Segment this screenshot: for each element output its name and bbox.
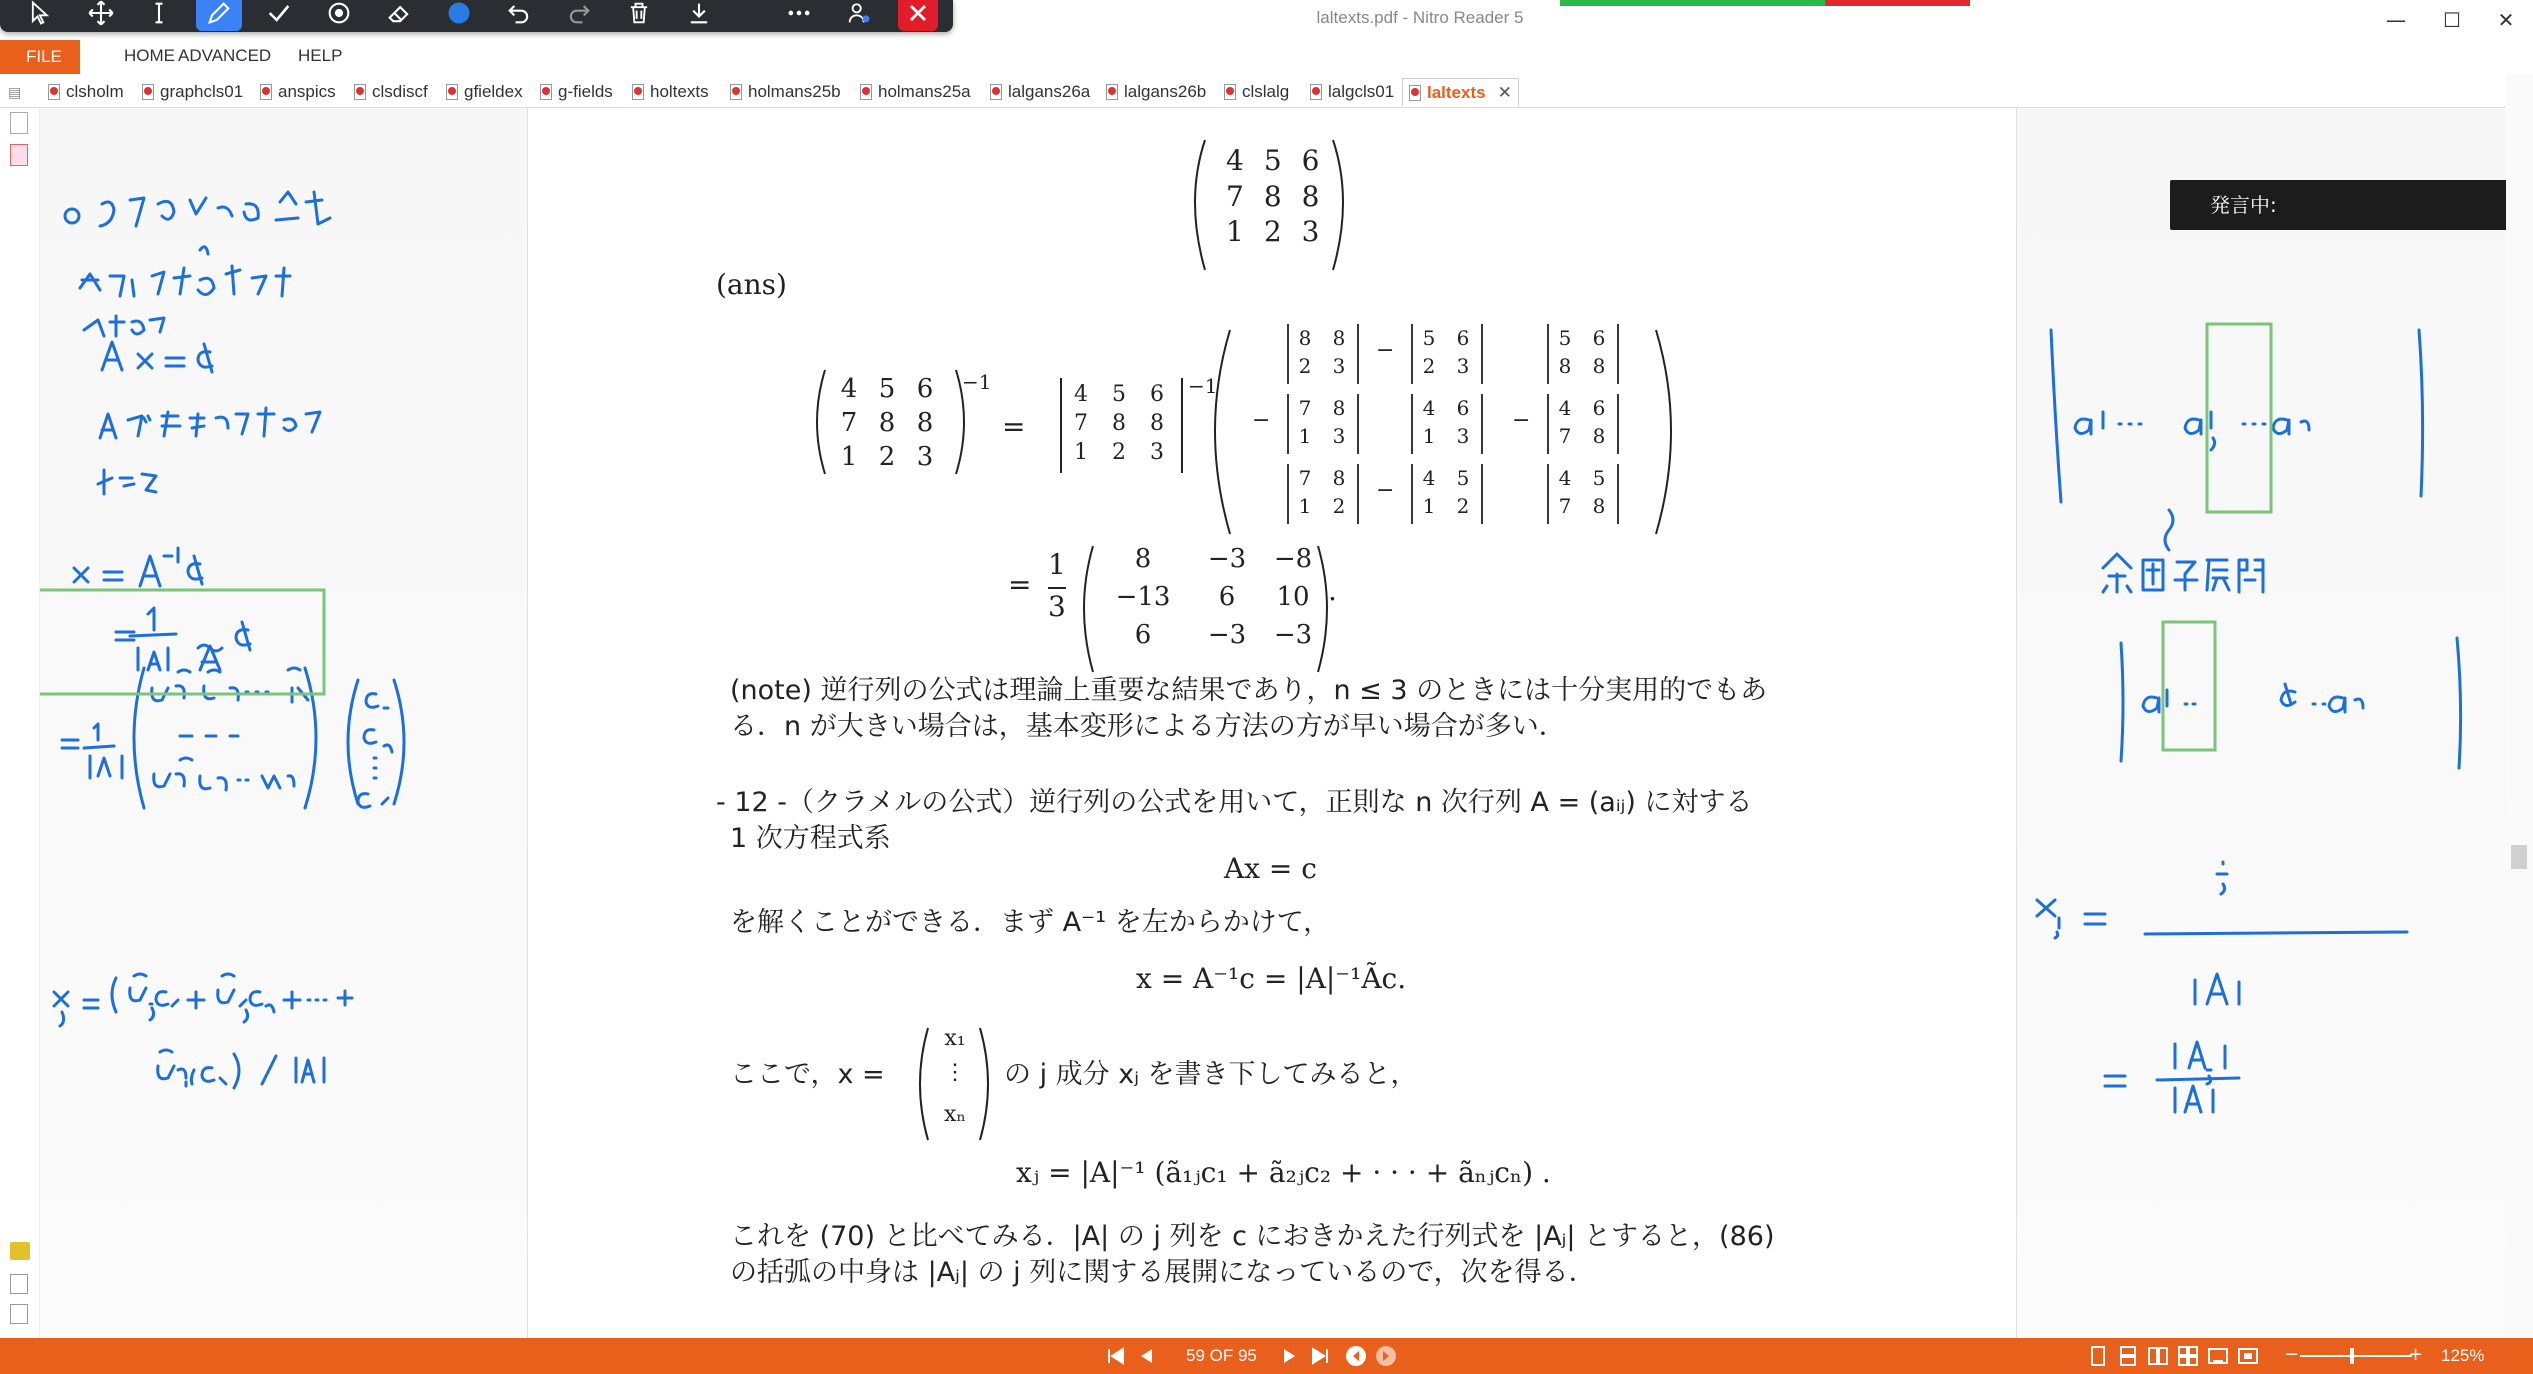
eq83-left-cell: 7 [840,408,858,438]
eq83-det-cell: 7 [1074,411,1088,436]
share-button[interactable] [836,0,882,31]
cofactor-entry: 1 [1422,424,1436,448]
eq83-left-cell: 8 [916,408,934,438]
result-cell: 6 [1134,620,1152,650]
eq82-cell: 5 [1263,144,1302,177]
tab-gfieldex[interactable] [446,78,523,106]
pdf-icon [48,84,60,100]
forward-view-icon[interactable] [1374,1344,1398,1368]
eq83-left-cell: 5 [878,374,896,404]
eq82-cell: 7 [1226,180,1264,213]
tab-label: holmans25b [748,82,841,101]
cofactor-entry: 7 [1298,396,1312,420]
more-icon [785,0,813,27]
redo-icon [565,0,593,27]
pdf-page [528,108,2016,1338]
cofactor-sign: − [1376,338,1395,363]
result-cell: −13 [1115,582,1171,612]
tab-lalgcls01[interactable] [1310,78,1394,106]
eq83-left-cell: 2 [878,442,896,472]
next-page-icon[interactable] [1278,1344,1302,1368]
note-line-1: (note) 逆行列の公式は理論上重要な結果であり，n ≤ 3 のときには十分実用的でもあ [730,675,1768,706]
result-cell: 6 [1218,582,1236,612]
eq85: x = A⁻¹c = |A|⁻¹Ãc. [1136,962,1407,995]
inverse-exponent: −1 [962,370,992,394]
eq83-left-cell: 3 [916,442,934,472]
attachments-panel-icon[interactable] [10,1274,28,1294]
vec-dots: ⋮ [944,1060,966,1085]
eq82-cell: 1 [1226,215,1264,248]
problem-12-line-2: 1 次方程式系 [730,823,891,854]
eq82-cell: 8 [1263,180,1302,213]
document-tabs [0,74,2533,108]
ink-toolbar [0,0,953,32]
cofactor-entry: 2 [1332,494,1346,518]
close-window-button[interactable]: ✕ [2497,8,2515,32]
side-tool-strip [0,108,40,1338]
tab-label: graphcls01 [160,82,244,101]
cofactor-entry: 5 [1558,326,1572,350]
tab-holmans25a[interactable] [860,78,971,106]
tab-clsdiscf[interactable] [354,78,428,106]
tab-clsholm[interactable] [48,78,124,106]
pdf-icon [1409,85,1421,101]
highlight-box-column [2207,324,2271,512]
undo-button[interactable] [496,0,542,31]
select-tool[interactable] [18,0,64,31]
tab-clslalg[interactable] [1224,78,1289,106]
right-notes-margin [2016,108,2506,1338]
problem-12-line-1: - 12 -（クラメルの公式）逆行列の公式を用いて，正則な n 次行列 A = (aᵢⱼ) に対する [716,787,1753,818]
cofactor-sign: − [1376,478,1395,503]
eq83-left-cell: 8 [878,408,896,438]
final-line-1: これを (70) と比べてみる．|A| の j 列を c におきかえた行列式を |Aⱼ| とすると，(86) [730,1221,1775,1252]
tab-label: anspics [278,82,336,101]
scrollbar-thumb[interactable] [2511,845,2527,869]
eq82-row2 [1226,180,1339,213]
cofactor-entry: 8 [1298,326,1312,350]
pdf-icon [860,84,872,100]
eq82-cell: 3 [1301,215,1340,248]
fit-width-icon[interactable] [2206,1344,2230,1368]
delete-button[interactable] [616,0,662,31]
tab-label: lalgans26b [1124,82,1207,101]
checkmark-icon [265,0,293,27]
status-bar [0,1338,2533,1374]
cofactor-entry: 1 [1298,494,1312,518]
cofactor-entry: 3 [1456,354,1470,378]
here-prefix: ここで，x = [730,1059,885,1090]
cofactor-entry: 8 [1592,494,1606,518]
left-notes-margin [40,108,528,1338]
cofactor-entry: 8 [1592,354,1606,378]
result-cell: 10 [1276,582,1310,612]
more-button[interactable] [776,0,822,31]
cofactor-entry: 5 [1592,466,1606,490]
comments-panel-icon[interactable] [10,1242,30,1260]
eq83-det-cell: 3 [1150,440,1164,465]
cofactor-entry: 7 [1558,494,1572,518]
handwritten-notes-right [2017,108,2507,1338]
cofactor-entry: 8 [1332,396,1346,420]
cofactor-entry: 6 [1592,326,1606,350]
continuous-view-icon[interactable] [2116,1344,2140,1368]
eq83-det-cell: 8 [1112,411,1126,436]
eraser-tool[interactable] [376,0,422,31]
tab-laltexts[interactable] [1402,78,1519,106]
cofactor-entry: 2 [1422,354,1436,378]
result-cell: 8 [1134,544,1152,574]
status-strip-red [1825,0,1970,6]
menu-home[interactable]: HOME [124,46,175,65]
color-picker[interactable] [436,0,482,31]
tab-label: clsholm [66,82,124,101]
cursor-icon [27,0,55,27]
pen-icon [205,0,233,27]
pages-panel-icon[interactable] [10,112,28,134]
tab-anspics[interactable] [260,78,336,106]
pdf-icon [142,84,154,100]
eq82-row1 [1226,144,1339,177]
bookmarks-panel-icon[interactable] [10,144,28,166]
zoom-slider-thumb[interactable] [2350,1348,2354,1364]
cofactor-entry: 4 [1422,466,1436,490]
tab-holmans25b[interactable] [730,78,841,106]
window-title: laltexts.pdf - Nitro Reader 5 [1316,8,1524,27]
note-line-2: る．n が大きい場合は，基本変形による方法の方が早い場合が多い． [730,711,1566,742]
pdf-icon [260,84,272,100]
maximize-button[interactable]: ☐ [2443,8,2461,32]
cofactor-sign: − [1512,408,1531,433]
tab-label: gfieldex [464,82,523,101]
tab-holtexts[interactable] [632,78,709,106]
pdf-icon [354,84,366,100]
eq82-cell: 4 [1226,144,1264,177]
cofactor-entry: 1 [1298,424,1312,448]
highlight-box-left [40,590,324,694]
eq83-det-cell: 8 [1150,411,1164,436]
here-suffix: の j 成分 xⱼ を書き下してみると， [1004,1059,1418,1090]
tab-label: laltexts [1427,82,1486,102]
cofactor-entry: 3 [1456,424,1470,448]
period: . [1328,574,1337,607]
undo-icon [505,0,533,27]
cofactor-entry: 4 [1558,466,1572,490]
result-cell: −8 [1273,544,1313,574]
menu-bar [0,40,2533,74]
solve-line: を解くことができる．まず A⁻¹ を左からかけて， [730,907,1331,938]
vertical-scrollbar[interactable] [2506,74,2533,1338]
cofactor-entry: 8 [1332,326,1346,350]
facing-continuous-icon[interactable] [2176,1344,2200,1368]
menu-file[interactable]: FILE [0,40,80,74]
layers-panel-icon[interactable] [10,1304,28,1324]
cofactor-entry: 4 [1422,396,1436,420]
cofactor-entry: 8 [1558,354,1572,378]
tab-g-fields[interactable] [540,78,613,106]
cofactor-entry: 7 [1298,466,1312,490]
text-tool[interactable] [136,0,182,31]
cofactor-entry: 4 [1558,396,1572,420]
cofactor-entry: 6 [1456,326,1470,350]
single-page-view-icon[interactable] [2086,1344,2110,1368]
zoom-out-icon[interactable]: − [2284,1344,2300,1365]
close-icon [904,0,932,27]
eq82-cell: 6 [1301,144,1340,177]
result-cell: −3 [1207,544,1247,574]
page-indicator[interactable]: 59 OF 95 [1186,1346,1257,1365]
ans-label: (ans) [716,268,787,301]
close-tab-icon[interactable]: ✕ [1497,82,1512,102]
result-cell: −3 [1273,620,1313,650]
facing-view-icon[interactable] [2146,1344,2170,1368]
eq83-det-cell: 4 [1074,382,1088,407]
pdf-icon [1310,84,1322,100]
pdf-icon [990,84,1002,100]
zoom-level[interactable]: 125% [2441,1346,2485,1365]
text-cursor-icon [145,0,173,27]
eq82-cell: 8 [1301,180,1340,213]
zoom-slider-track[interactable] [2300,1355,2412,1357]
vec-xn: xₙ [944,1102,966,1127]
eq83-det-cell: 1 [1074,440,1088,465]
trash-icon [625,0,653,27]
download-icon [685,0,713,27]
pdf-icon [540,84,552,100]
pdf-icon [632,84,644,100]
eraser-icon [385,0,413,27]
eq82-cell: 2 [1263,215,1302,248]
eq83-det-cell: 6 [1150,382,1164,407]
eq83-det-cell: 2 [1112,440,1126,465]
save-ink-button[interactable] [676,0,722,31]
tab-label: holmans25a [878,82,971,101]
cofactor-entry: 8 [1332,466,1346,490]
redo-button[interactable] [556,0,602,31]
cofactor-entry: 5 [1456,466,1470,490]
eq83-left-cell: 4 [840,374,858,404]
cofactor-entry: 3 [1332,354,1346,378]
tab-lalgans26a[interactable] [990,78,1090,106]
tab-label: lalgcls01 [1328,82,1395,101]
speaking-indicator: 発言中: [2170,180,2512,230]
cofactor-entry: 1 [1422,494,1436,518]
eq82-row3 [1226,215,1339,248]
tab-label: holtexts [650,82,709,101]
eq83-left-cell: 6 [916,374,934,404]
equals-sign-2: = [1008,568,1032,601]
result-cell: −3 [1207,620,1247,650]
tab-label: lalgans26a [1008,82,1091,101]
cofactor-entry: 2 [1298,354,1312,378]
zoom-in-icon[interactable]: + [2408,1344,2424,1365]
cofactor-entry: 2 [1456,494,1470,518]
target-icon [325,0,353,27]
menu-help[interactable]: HELP [298,46,343,65]
pdf-icon [1224,84,1236,100]
minimize-button[interactable]: — [2386,8,2406,32]
fullscreen-icon[interactable] [2236,1344,2260,1368]
cofactor-entry: 3 [1332,424,1346,448]
fraction-denominator: 3 [1048,590,1066,623]
handwritten-notes-left [40,108,528,1338]
tab-label: g-fields [558,82,613,101]
equals-sign: = [1002,410,1026,443]
check-tool[interactable] [256,0,302,31]
pdf-icon [1106,84,1118,100]
pen-tool[interactable] [196,0,242,31]
last-page-icon[interactable] [1308,1344,1332,1368]
vec-x1: x₁ [944,1026,966,1051]
eq83-det-cell: 5 [1112,382,1126,407]
eq84: Ax = c [1224,852,1317,885]
pdf-icon [446,84,458,100]
move-icon [87,0,115,27]
eq83-left-cell: 1 [840,442,858,472]
eq86: xⱼ = |A|⁻¹ (ã₁ⱼc₁ + ã₂ⱼc₂ + · · · + ãₙⱼcₙ) . [1016,1156,1551,1189]
fraction-numerator: 1 [1048,548,1066,581]
pdf-icon [730,84,742,100]
cofactor-entry: 6 [1456,396,1470,420]
cofactor-entry: 8 [1592,424,1606,448]
det-inverse-exponent: −1 [1188,374,1218,398]
cofactor-entry: 7 [1558,424,1572,448]
previous-page-icon[interactable] [1134,1344,1158,1368]
tab-lalgans26b[interactable] [1106,78,1206,106]
tab-label: clslalg [1242,82,1290,101]
status-strip-green [1560,0,1825,6]
highlight-box-replaced-column [2163,622,2215,750]
menu-advanced[interactable]: ADVANCED [178,46,272,65]
cofactor-entry: 6 [1592,396,1606,420]
user-share-icon [845,0,873,27]
pan-tool[interactable] [78,0,124,31]
tabs-list-icon[interactable]: ▤ [8,83,22,100]
tab-label: clsdiscf [372,82,428,101]
cofactor-entry: 5 [1422,326,1436,350]
cofactor-sign: − [1252,408,1271,433]
close-ink-button[interactable] [898,0,938,31]
first-page-icon[interactable] [1104,1344,1128,1368]
tab-graphcls01[interactable] [142,78,243,106]
stamp-tool[interactable] [316,0,362,31]
color-dot-icon [445,0,473,27]
final-line-2: の括弧の中身は |Aⱼ| の j 列に関する展開になっているので，次を得る． [730,1257,1596,1288]
back-view-icon[interactable] [1344,1344,1368,1368]
